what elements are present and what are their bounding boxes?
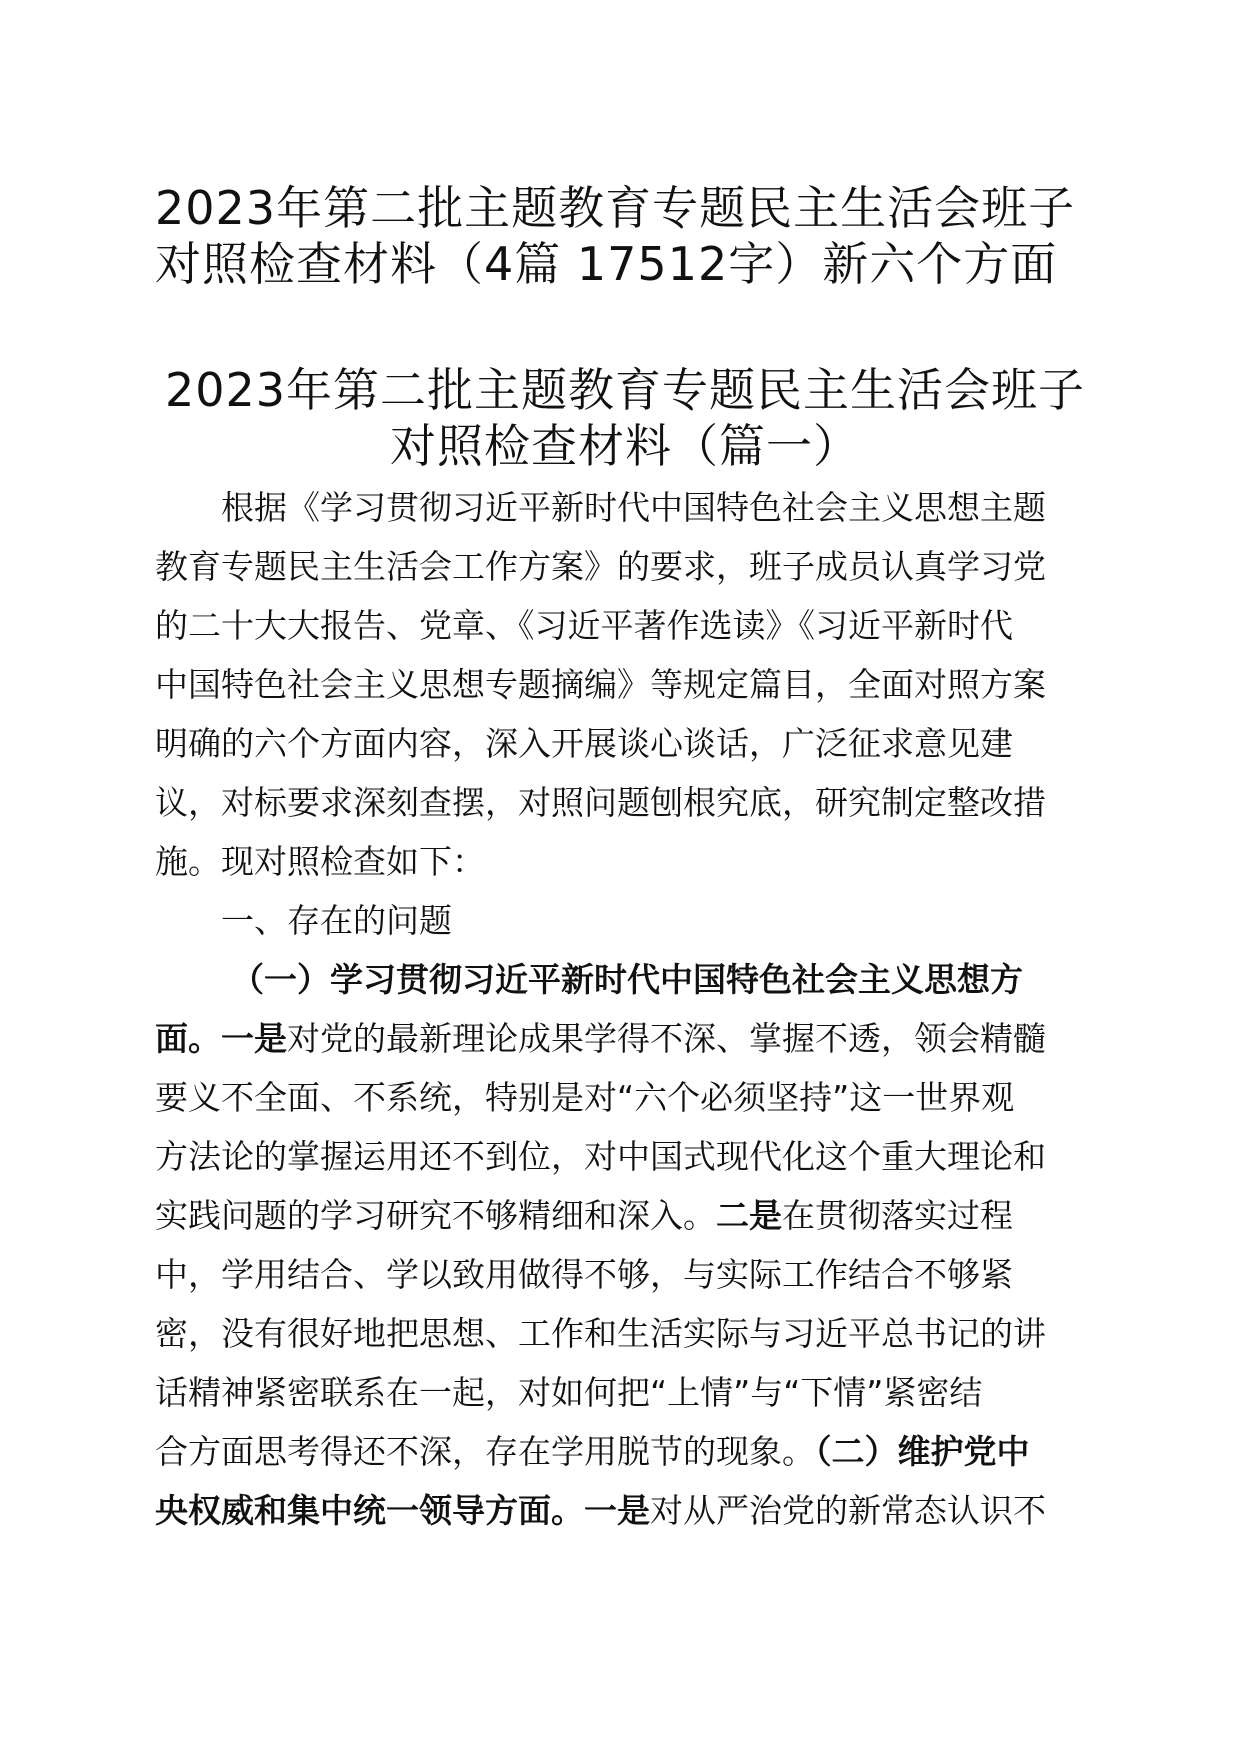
subsection-heading-2: （二）维护党中 xyxy=(815,1432,1030,1471)
body-line: 密，没有很好地把思想、工作和生活实际与习近平总书记的讲 xyxy=(155,1314,1046,1353)
document-title-line-1: 2023年第二批主题教育专题民主生活会班子 xyxy=(155,181,1076,235)
subsection-heading-1-text: （一）学习贯彻习近平新时代中国特色社会主义思想方 xyxy=(231,960,1023,999)
body-line-text: 在贯彻落实过程 xyxy=(782,1196,1013,1235)
body-line: 明确的六个方面内容，深入开展谈心谈话，广泛征求意见建 xyxy=(155,724,1013,763)
body-line: 中国特色社会主义思想专题摘编》等规定篇目，全面对照方案 xyxy=(155,665,1046,704)
body-line xyxy=(155,1481,1065,1540)
body-line-text: 合方面思考得还不深，存在学用脱节的现象。 xyxy=(155,1432,815,1471)
body-line: 方法论的掌握运用还不到位，对中国式现代化这个重大理论和 xyxy=(155,1137,1046,1176)
document-title-line-2: 对照检查材料（4篇 17512字）新六个方面 xyxy=(155,237,1058,291)
document-title xyxy=(155,180,1095,292)
body-line xyxy=(155,1422,1065,1481)
body-line: 中，学用结合、学以致用做得不够，与实际工作结合不够紧 xyxy=(155,1255,1013,1294)
body-line xyxy=(155,1009,1065,1068)
body-line-text: 对党的最新理论成果学得不深、掌握不透，领会精髓 xyxy=(287,1019,1046,1058)
bold-lead-text: 面。一是 xyxy=(155,1019,287,1058)
body-line: 话精神紧密联系在一起，对如何把“上情”与“下情”紧密结 xyxy=(155,1373,983,1412)
body-line xyxy=(155,1186,1065,1245)
body-line: 议，对标要求深刻查摆，对照问题刨根究底，研究制定整改措 xyxy=(155,783,1046,822)
body-line: 根据《学习贯彻习近平新时代中国特色社会主义思想主题 xyxy=(221,488,1046,527)
section-title-line-1: 2023年第二批主题教育专题民主生活会班子 xyxy=(164,363,1086,417)
bold-lead-text: 二是 xyxy=(716,1196,782,1235)
body-line: 的二十大大报告、党章、《习近平著作选读》《习近平新时代 xyxy=(155,606,1013,645)
document-body xyxy=(155,478,1065,1540)
body-line: 教育专题民主生活会工作方案》的要求，班子成员认真学习党 xyxy=(155,547,1046,586)
subsection-heading-2-cont: 央权威和集中统一领导方面。一是 xyxy=(155,1491,650,1530)
section-title xyxy=(155,362,1095,474)
body-line: 施。现对照检查如下： xyxy=(155,842,485,881)
section-title-line-2: 对照检查材料（篇一） xyxy=(390,419,860,473)
body-line-text: 对从严治党的新常态认识不 xyxy=(650,1491,1046,1530)
body-line-text: 实践问题的学习研究不够精细和深入。 xyxy=(155,1196,716,1235)
body-line: 要义不全面、不系统，特别是对“六个必须坚持”这一世界观 xyxy=(155,1078,1015,1117)
section-heading-problems: 一、存在的问题 xyxy=(221,901,452,940)
subsection-heading-1 xyxy=(155,950,1065,1009)
